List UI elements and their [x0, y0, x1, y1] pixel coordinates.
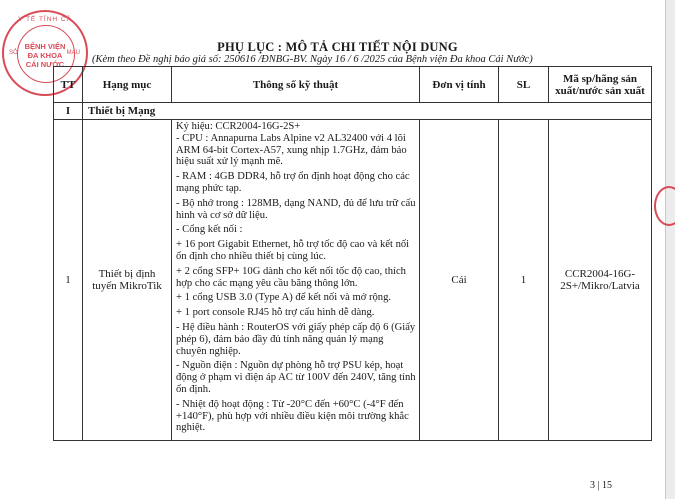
document-subtitle: (Kèm theo Đề nghị báo giá số: 250616 /ĐNBG-BV. Ngày 16 / 6 /2025 của Bệnh viện Đa khoa Cái Nước) [92, 54, 533, 65]
stamp-line-2: ĐA KHOA [27, 51, 63, 60]
spec-table [53, 66, 652, 441]
spec-line: - CPU : Annapurna Labs Alpine v2 AL32400 với 4 lõi ARM 64-bit Cortex-A57, xung nhịp 1.7GHz, đảm bảo hiệu suất xử lý mạnh mẽ. [176, 132, 407, 168]
header-tt: TT [54, 67, 83, 103]
spec-line: - RAM : 4GB DDR4, hỗ trợ ổn định hoạt động cho các mạng phức tạp. [176, 171, 410, 194]
header-sl: SL [499, 67, 549, 103]
stamp-line-1: BỆNH VIỆN [24, 42, 66, 51]
stamp-ring-right: MAU [66, 50, 80, 56]
spec-line: + 1 port console RJ45 hỗ trợ cấu hình dễ dàng. [176, 307, 375, 319]
document-title: PHỤ LỤC : MÔ TẢ CHI TIẾT NỘI DUNG [217, 40, 458, 54]
spec-line: + 16 port Gigabit Ethernet, hỗ trợ tốc độ cao và kết nối ổn định cho nhiều thiết bị cùng lúc. [176, 239, 410, 262]
section-row [54, 103, 652, 120]
row-sl: 1 [499, 120, 549, 441]
header-ma-sp: Mã sp/hãng sản xuất/nước sản xuất [549, 67, 652, 103]
spec-line: - Cổng kết nối : [176, 224, 243, 236]
adjacent-page-edge [665, 0, 675, 499]
side-stamp-fragment [654, 186, 675, 226]
spec-line: + 1 cổng USB 3.0 (Type A) để kết nối và mở rộng. [176, 292, 392, 304]
spec-line: - Hệ điều hành : RouterOS với giấy phép cấp độ 6 (Giấy phép 6), đảm bảo đầy đủ tính năng quản lý mạng chuyên nghiệp. [176, 321, 416, 357]
page-number: 3 | 15 [590, 480, 613, 491]
header-don-vi: Đơn vị tính [420, 67, 499, 103]
row-tt: 1 [54, 120, 83, 441]
row-don-vi: Cái [420, 120, 499, 441]
row-ma-sp: CCR2004-16G-2S+/Mikro/Latvia [549, 120, 652, 441]
stamp-ring-left: SỞ [9, 50, 19, 56]
header-thong-so: Thông số kỹ thuật [172, 67, 420, 103]
section-name: Thiết bị Mạng [83, 103, 652, 120]
stamp-ring-top: Y TẾ TỈNH CÀ [18, 16, 72, 23]
header-hang-muc: Hạng mục [83, 67, 172, 103]
table-header-row [54, 67, 652, 103]
row-specs [172, 120, 420, 441]
spec-line: - Bộ nhớ trong : 128MB, dạng NAND, đủ để lưu trữ cấu hình và cơ sở dữ liệu. [176, 197, 416, 221]
row-hang-muc: Thiết bị định tuyến MikroTik [83, 120, 172, 441]
spec-line: + 2 cổng SFP+ 10G dành cho kết nối tốc độ cao, thích hợp cho các mạng yêu cầu băng thông lớn. [176, 265, 406, 289]
spec-line: Ký hiệu: CCR2004-16G-2S+ [176, 121, 301, 132]
stamp-line-3: CÁI NƯỚC [25, 60, 65, 69]
spec-line: - Nhiệt độ hoạt động : Từ -20°C đến +60°C (-4°F đến +140°F), phù hợp với nhiều điều kiện môi trường khắc nghiệt. [176, 398, 409, 434]
table-row [54, 120, 652, 441]
section-number: I [54, 103, 83, 120]
spec-line: - Nguồn điện : Nguồn dự phòng hỗ trợ PSU kép, hoạt động ở phạm vi điện áp AC từ 100V đến 240V, tăng tính ổn định. [176, 360, 416, 395]
